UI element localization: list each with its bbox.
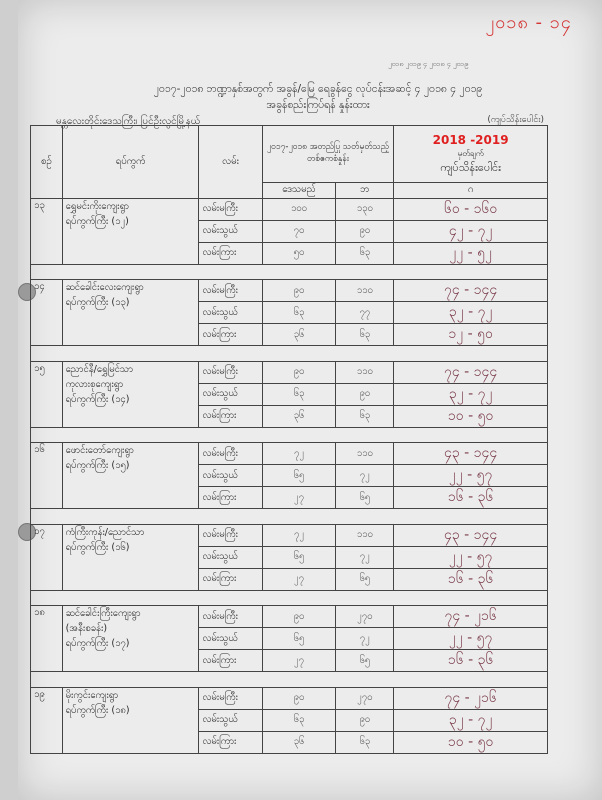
region-label: မန္တလေးတိုင်းဒေသကြီး၊ ပြင်ဦးလွင်မြို့နယ် (56, 116, 201, 127)
remark-label: မှတ်ချက် (457, 149, 484, 158)
rate-b-cell: ၇၂ (336, 465, 394, 487)
grade-cell: လမ်းသွယ် (199, 302, 262, 324)
rate-b-cell: ၂၇၀ (336, 606, 394, 628)
village-name (62, 198, 199, 264)
rate-b-cell: ၇၂ (336, 546, 394, 568)
rate-a-cell: ၅၀ (262, 242, 336, 264)
row-separator (31, 346, 548, 362)
row-number: ၁၇ (31, 524, 63, 590)
proposed-rate-cell: ၇၄ - ၂၁၆ (394, 606, 548, 628)
proposed-rate-cell: ၇၄ - ၂၁၆ (394, 687, 548, 709)
grade-cell: လမ်းကြား (199, 568, 262, 590)
row-separator (31, 590, 548, 606)
rate-a-cell: ၉၀ (262, 361, 336, 383)
rate-b-cell: ၉၀ (336, 220, 394, 242)
header-no: စဉ် (31, 126, 63, 199)
row-number: ၁၈ (31, 606, 63, 672)
row-number: ၁၅ (31, 361, 63, 427)
proposed-rate-cell: ၆၀ - ၁၆၀ (394, 198, 548, 220)
table-row (31, 198, 548, 220)
rate-a-cell: ၃၆ (262, 731, 336, 753)
grade-cell: လမ်းသွယ် (199, 709, 262, 731)
row-separator (31, 672, 548, 688)
grade-cell: လမ်းမကြီး (199, 443, 262, 465)
village-line: ဆင်ခေါင်းကြီးကျေးရွာ (65, 608, 141, 619)
header-grade: လမ်း (199, 126, 262, 199)
proposed-rate-cell: ၁၂ - ၅၀ (394, 324, 548, 346)
village-line: ရပ်ကွက်ကြီး (၁၃) (65, 297, 130, 308)
table-row (31, 606, 548, 628)
rate-b-cell: ၆၃ (336, 324, 394, 346)
rate-b-cell: ၁၁၀ (336, 443, 394, 465)
village-line: (အနီးစခန်း) (65, 623, 108, 634)
rate-a-cell: ၂၇ (262, 568, 336, 590)
village-line: ရပ်ကွက်ကြီး (၁၆) (65, 541, 130, 553)
rates-table (30, 125, 548, 754)
subheader-b: ဘ (336, 183, 394, 199)
village-line: ဆင်ခေါင်းလေးကျေးရွာ (65, 282, 144, 293)
proposed-rate-cell: ၂၂ - ၅၂ (394, 242, 548, 264)
proposed-rate-cell: ၂၂ - ၅၇ (394, 546, 548, 568)
rate-a-cell: ၆၅ (262, 465, 336, 487)
grade-cell: လမ်းကြား (199, 650, 262, 672)
row-number: ၁၉ (31, 687, 63, 753)
header-rate-2017: ၂၀၁၇-၂၀၁၈ အတည်ပြု သတ်မှတ်သည့် တစ်ဧကစံနှုန်း (262, 126, 394, 183)
rate-a-cell: ၉၀ (262, 280, 336, 302)
village-line: ရပ်ကွက်ကြီး (၁၂) (65, 215, 129, 227)
grade-cell: လမ်းသွယ် (199, 383, 262, 405)
village-name (62, 280, 199, 346)
grade-cell: လမ်းမကြီး (199, 198, 262, 220)
proposed-rate-cell: ၃၂ - ၇၂ (394, 302, 548, 324)
grade-cell: လမ်းမကြီး (199, 687, 262, 709)
rate-a-cell: ၂၇ (262, 487, 336, 509)
grade-cell: လမ်းကြား (199, 405, 262, 427)
table-row (31, 443, 548, 465)
village-line: ညောင်နီ/ရွှေမြင်သာ (65, 363, 134, 375)
grade-cell: လမ်းသွယ် (199, 628, 262, 650)
proposed-rate-cell: ၁၀ - ၅၀ (394, 731, 548, 753)
grade-cell: လမ်းကြား (199, 242, 262, 264)
grade-cell: လမ်းသွယ် (199, 465, 262, 487)
proposed-rate-cell: ၁၆ - ၃၆ (394, 650, 548, 672)
rate-a-cell: ၆၃ (262, 302, 336, 324)
village-name (62, 687, 199, 753)
rate-a-cell: ၆၃ (262, 383, 336, 405)
grade-cell: လမ်းမကြီး (199, 606, 262, 628)
rate-b-cell: ၁၃၀ (336, 198, 394, 220)
proposed-rate-cell: ၇၄ - ၁၄၄ (394, 280, 548, 302)
rate-a-cell: ၃၆ (262, 405, 336, 427)
table-row (31, 280, 548, 302)
rate-b-cell: ၂၇၀ (336, 687, 394, 709)
rate-a-cell: ၁၀၀ (262, 198, 336, 220)
village-line: ရပ်ကွက်ကြီး (၁၇) (65, 638, 130, 649)
grade-cell: လမ်းကြား (199, 487, 262, 509)
grade-cell: လမ်းမကြီး (199, 524, 262, 546)
rate-a-cell: ၉၀ (262, 687, 336, 709)
unit-header: ကျပ်သိန်းပေါင်း (440, 161, 501, 174)
village-name (62, 606, 199, 672)
rate-a-cell: ၉၀ (262, 606, 336, 628)
rate-b-cell: ၆၃ (336, 242, 394, 264)
village-line: ကံကြီးကုန်း/ညောင်သာ (65, 526, 145, 538)
proposed-rate-cell: ၁၆ - ၃၆ (394, 568, 548, 590)
rate-a-cell: ၆၅ (262, 546, 336, 568)
rate-a-cell: ၇၂ (262, 524, 336, 546)
village-name (62, 443, 199, 509)
rate-a-cell: ၇၀ (262, 220, 336, 242)
header-2018 (394, 126, 548, 183)
table-row (31, 687, 548, 709)
village-name (62, 361, 199, 427)
rate-a-cell: ၂၇ (262, 650, 336, 672)
proposed-rate-cell: ၄၃ - ၁၄၄ (394, 443, 548, 465)
rate-b-cell: ၇၇ (336, 302, 394, 324)
subheader-c: ဂ (394, 183, 548, 199)
row-separator (31, 427, 548, 443)
rate-b-cell: ၁၁၀ (336, 361, 394, 383)
rate-a-cell: ၆၃ (262, 709, 336, 731)
grade-cell: လမ်းသွယ် (199, 220, 262, 242)
row-number: ၁၄ (31, 280, 63, 346)
proposed-rate-cell: ၄၃ - ၁၄၄ (394, 524, 548, 546)
grade-cell: လမ်းသွယ် (199, 546, 262, 568)
village-line: ရွှေမင်းကိုးကျေးရွာ (65, 200, 129, 212)
rate-b-cell: ၉၀ (336, 709, 394, 731)
header-village: ရပ်ကွက် (62, 126, 199, 199)
rate-b-cell: ၁၁၀ (336, 524, 394, 546)
rate-b-cell: ၆၃ (336, 405, 394, 427)
village-name (62, 524, 199, 590)
village-line: ရပ်ကွက်ကြီး (၁၅) (65, 460, 130, 471)
rate-a-cell: ၃၆ (262, 324, 336, 346)
row-separator (31, 509, 548, 525)
proposed-rate-cell: ၁၀ - ၅၀ (394, 405, 548, 427)
proposed-rate-cell: ၇၄ - ၁၄၄ (394, 361, 548, 383)
page-number: ၂၀၁၈ - ၁၄ (485, 12, 572, 33)
year-label: 2018 -2019 (432, 133, 509, 147)
grade-cell: လမ်းမကြီး (199, 361, 262, 383)
unit-label: (ကျပ်သိန်းပေါင်း) (487, 115, 544, 125)
table-row (31, 524, 548, 546)
proposed-rate-cell: ၁၆ - ၃၆ (394, 487, 548, 509)
row-number: ၁၃ (31, 198, 63, 264)
subheader-a: ဒေသမည် (262, 183, 336, 199)
proposed-rate-cell: ၂၂ - ၅၇ (394, 628, 548, 650)
rate-b-cell: ၉၀ (336, 383, 394, 405)
grade-cell: လမ်းကြား (199, 731, 262, 753)
rate-b-cell: ၆၅ (336, 487, 394, 509)
rate-b-cell: ၁၁၀ (336, 280, 394, 302)
handwritten-note: ၂၀၁၈ ၂၀၁၉ ၄ ၂၀၁၈ ၄ ၂၀၁၉ (388, 60, 469, 68)
village-line: မိုးကွင်းကျေးရွာ (65, 689, 119, 701)
village-line: ရပ်ကွက်ကြီး (၁၈) (65, 704, 130, 716)
proposed-rate-cell: ၃၂ - ၇၂ (394, 383, 548, 405)
document-subtitle: အခွန်စည်းကြပ်ရန် နှုန်းထား (266, 99, 370, 111)
rate-b-cell: ၆၃ (336, 731, 394, 753)
village-line: ဖောင်းတော်ကျေးရွာ (65, 445, 134, 456)
proposed-rate-cell: ၂၂ - ၅၇ (394, 465, 548, 487)
proposed-rate-cell: ၃၂ - ၇၂ (394, 709, 548, 731)
row-separator (31, 264, 548, 280)
village-line: ကုလားစုကျေးရွာ (65, 378, 124, 390)
rate-b-cell: ၆၅ (336, 568, 394, 590)
rate-a-cell: ၇၂ (262, 443, 336, 465)
village-line: ရပ်ကွက်ကြီး (၁၄) (65, 393, 130, 405)
rate-a-cell: ၆၅ (262, 628, 336, 650)
grade-cell: လမ်းကြား (199, 324, 262, 346)
grade-cell: လမ်းမကြီး (199, 280, 262, 302)
document-title: ၂၀၁၇-၂၀၁၈ ဘဏ္ဍာနှစ်အတွက် အခွန်/မြေ ရေခွန်ငွေ လုပ်ငန်းအဆင့် ၄ ၂၀၁၈ ၄ ၂၀၁၉ (153, 83, 483, 95)
rate-b-cell: ၇၂ (336, 628, 394, 650)
table-row (31, 361, 548, 383)
rate-b-cell: ၆၅ (336, 650, 394, 672)
proposed-rate-cell: ၄၂ - ၇၂ (394, 220, 548, 242)
row-number: ၁၆ (31, 443, 63, 509)
